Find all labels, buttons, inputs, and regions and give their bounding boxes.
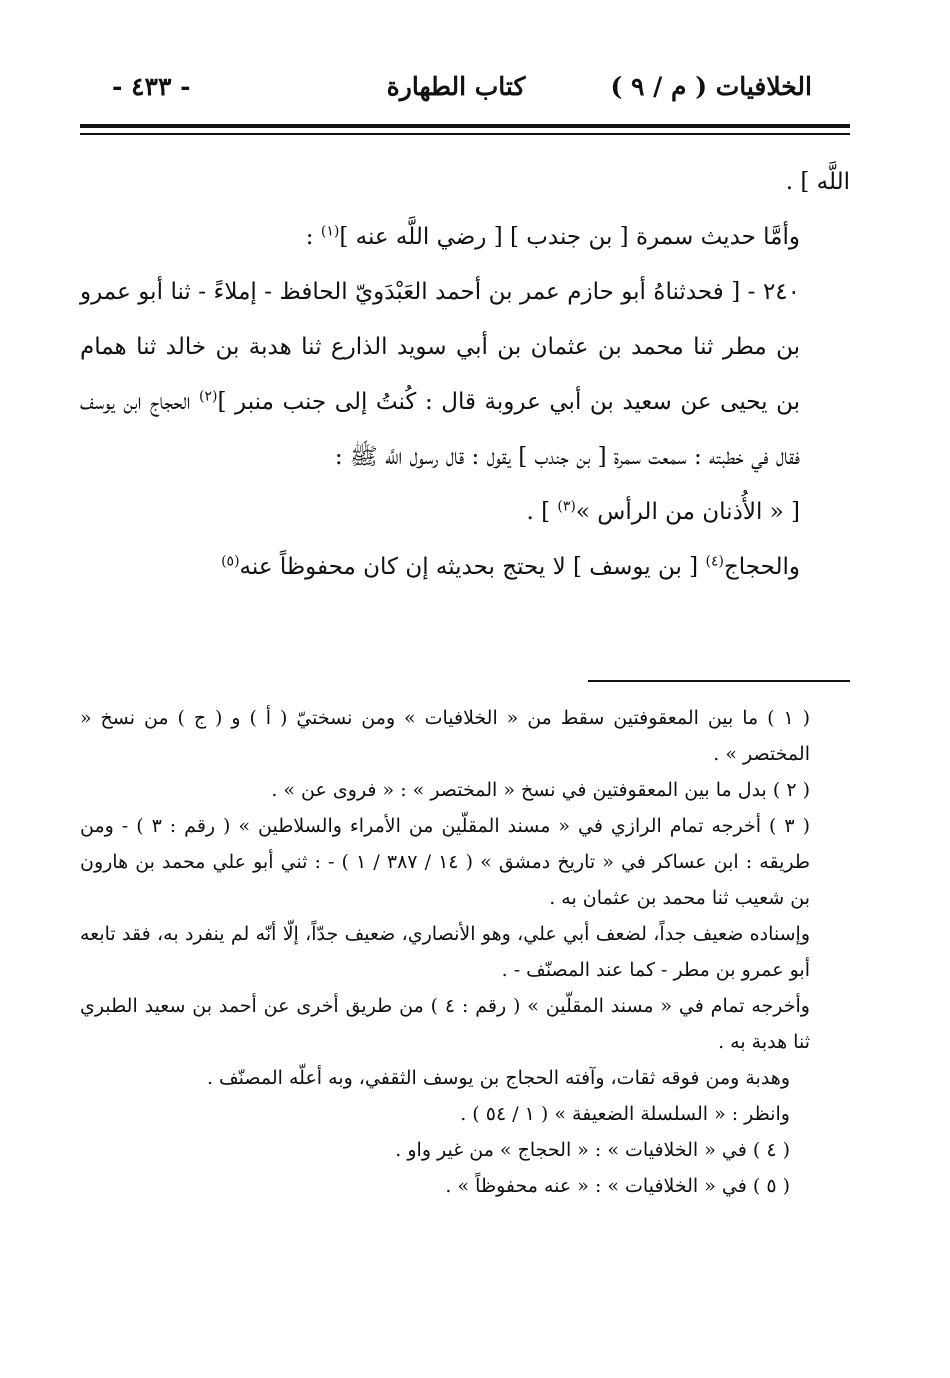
hadith-quote — [80, 485, 850, 540]
footnote-2: ( ٢ ) بدل ما بين المعقوفتين في نسخ « المختصر » : « فروى عن » . — [271, 779, 810, 801]
page-number: - ٤٣٣ - — [112, 72, 191, 101]
text-segment: اللَّه ] . — [785, 169, 850, 195]
footnote-3-hudba: وهدبة ومن فوقه ثقات، وآفته الحجاج بن يوسف الثقفي، وبه أعلّه المصنّف . — [206, 1067, 790, 1089]
footnote-5: ( ٥ ) في « الخلافيات » : « عنه محفوظاً » . — [445, 1175, 790, 1197]
footnotes — [80, 700, 850, 1204]
footnote-separator — [588, 680, 850, 682]
footnote-ref-3: (٣) — [557, 498, 576, 515]
footnote-ref-4: (٤) — [705, 553, 724, 570]
text-segment: الحجاج ابن يوسف فقال في خطبته : سمعت سمرة [ بن جندب ] يقول : قال رسول اللَّه ﷺ : — [80, 389, 800, 470]
header-rule-thick — [80, 124, 850, 128]
samura-hadith-intro — [80, 210, 850, 265]
text-segment: ] . — [526, 499, 558, 525]
text-segment: [ بن يوسف ] لا يحتج بحديثه إن كان محفوظاً عنه — [239, 554, 706, 580]
footnote-ref-5: (٥) — [221, 553, 240, 570]
footnote-4: ( ٤ ) في « الخلافيات » : « الحجاج » من غير واو . — [395, 1139, 790, 1161]
footnote-3: ( ٣ ) أخرجه تمام الرازي في « مسند المقلّين من الأمراء والسلاطين » ( رقم : ٣ ) - ومن طريقه : ابن عساكر في « تاريخ دمشق » ( ١٤ / ٣٨٧ / ١ ) - : ثني أبو علي محمد بن هارون بن شعيب ثنا محمد بن عثمان به . — [80, 815, 810, 909]
text-segment: والحجاج — [723, 554, 800, 580]
continuation-line — [80, 155, 850, 210]
footnote-1: ( ١ ) ما بين المعقوفتين سقط من « الخلافيات » ومن نسختيّ ( أ ) و ( ج ) من نسخ « المختصر » . — [80, 707, 811, 765]
header-rule-thin — [80, 133, 850, 135]
main-text — [80, 155, 850, 595]
running-header — [100, 72, 812, 116]
footnote-3-isnad: وإسناده ضعيف جداً، لضعف أبي علي، وهو الأنصاري، ضعيف جدّاً، إلّا أنّه لم ينفرد به، فقد تابعه أبو عمرو بن مطر - كما عند المصنّف - . — [80, 923, 810, 981]
text-segment: [ « الأُذنان من الرأس » — [575, 499, 800, 525]
footnote-ref-1: (١) — [320, 223, 340, 240]
footnote-3-see-also: وانظر : « السلسلة الضعيفة » ( ١ / ٥٤ ) . — [460, 1103, 790, 1125]
hadith-240-paragraph — [80, 265, 850, 485]
hajjaj-remark — [80, 540, 850, 595]
footnote-3-tammam: وأخرجه تمام في « مسند المقلّين » ( رقم : ٤ ) من طريق أخرى عن أحمد بن سعيد الطبري ثنا هدبة به . — [80, 995, 810, 1053]
text-segment: ٢٤٠ - [ فحدثناهُ أبو حازم عمر بن أحمد العَبْدَويّ الحافظ - إملاءً - ثنا أبو عمرو بن مطر ثنا محمد بن عثمان بن أبي سويد الذارع ثنا هدبة بن خالد ثنا همام بن يحيى عن سعيد بن أبي عروبة قال : كُنتُ إلى جنب منبر ] — [80, 279, 800, 415]
text-segment: وأمَّا حديث سمرة [ بن جندب ] [ رضي اللَّه عنه ] — [339, 224, 800, 250]
book-title: الخلافيات ( م / ٩ ) — [610, 72, 812, 101]
footnote-ref-2: (٢) — [198, 388, 218, 405]
chapter-title: كتاب الطهارة — [386, 72, 526, 101]
text-segment: : — [305, 224, 321, 250]
